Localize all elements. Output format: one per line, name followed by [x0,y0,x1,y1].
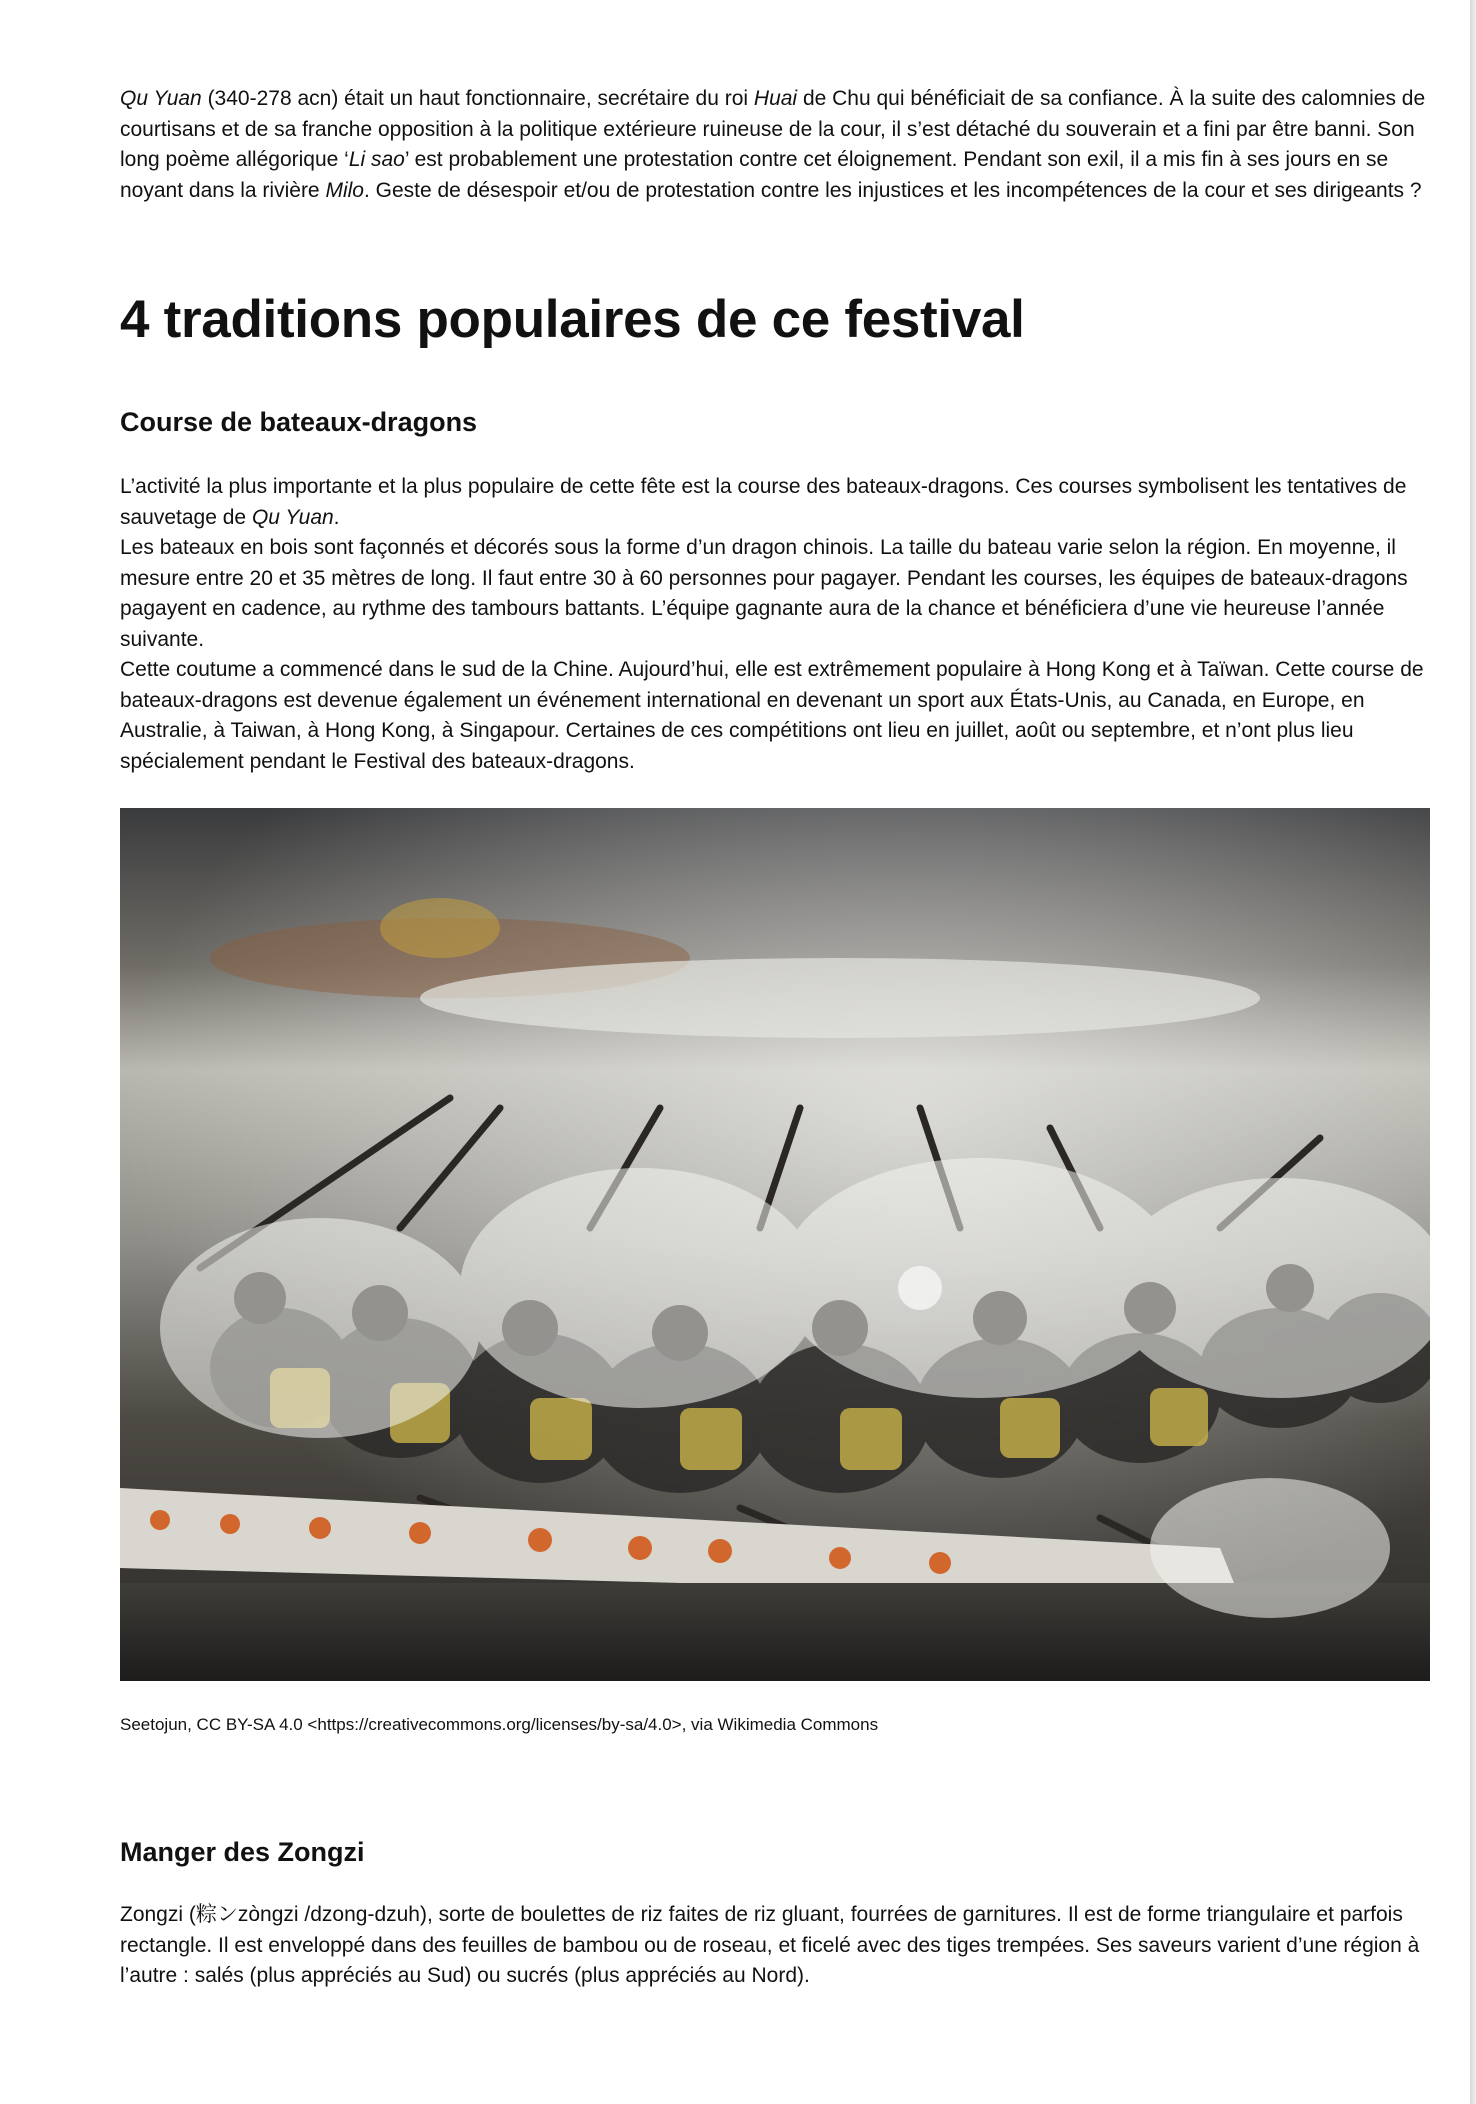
intro-text-2: de Chu qui bénéficiait de sa confiance. À la suite des calomnies de courtisans et de sa franche opposition à la politique extérieure ruineuse de la cour, il s’est détaché du souverain et a fini par être banni. Son long poème allégorique ‘ [120,87,1426,171]
intro-text-4: . Geste de désespoir et/ou de protestation contre les injustices et les incompétences de la cour et ses dirigeants ? [363,178,1422,202]
race-paragraph-3: Cette coutume a commencé dans le sud de la Chine. Aujourd’hui, elle est extrêmement populaire à Hong Kong et à Taïwan. Cette course de bateaux-dragons est devenue également un événement international en devenant un sport aux États-Unis, au Canada, en Europe, en Australie, à Taiwan, à Hong Kong, à Singapour. Certaines de ces compétitions ont lieu en juillet, août ou septembre, et n’ont plus lieu spécialement pendant le Festival des bateaux-dragons. [120,658,1424,773]
name-milo: Milo [325,178,364,202]
section-heading-race: Course de bateaux-dragons [120,407,478,437]
name-qu-yuan-2: Qu Yuan [251,505,334,529]
page-edge [1470,0,1476,2104]
race-body [120,472,1430,777]
name-huai: Huai [753,87,798,110]
name-qu-yuan: Qu Yuan [120,87,202,110]
zongzi-paragraph: Zongzi (粽ンzòngzi /dzong-dzuh), sorte de boulettes de riz faites de riz gluant, fourrées de garnitures. Il est de forme triangulaire et parfois rectangle. Il est enveloppé dans des feuilles de bambou ou de roseau, et ficelé avec des tiges trempées. Ses saveurs varient d’une région à l’autre : salés (plus appréciés au Sud) ou sucrés (plus appréciés au Nord). [120,1903,1420,1987]
intro-text-1: (340-278 acn) était un haut fonctionnaire, secrétaire du roi [201,87,754,110]
dragon-boat-photo [120,808,1430,1681]
section-heading-zongzi: Manger des Zongzi [120,1837,365,1867]
intro-text-3: ’ est probablement une protestation contre cet éloignement. Pendant son exil, il a mis fin à ses jours en se noyant dans la rivière [120,148,1389,202]
main-heading: 4 traditions populaires de ce festival [120,290,1025,349]
intro-paragraph [120,84,1430,206]
race-text-1b: . [333,505,340,529]
race-paragraph-2: Les bateaux en bois sont façonnés et décorés sous la forme d’un dragon chinois. La taille du bateau varie selon la région. En moyenne, il mesure entre 20 et 35 mètres de long. Il faut entre 30 à 60 personnes pour pagayer. Pendant les courses, les équipes de bateaux-dragons pagayent en cadence, au rythme des tambours battants. L’équipe gagnante aura de la chance et bénéficiera d’une vie heureuse l’année suivante. [120,536,1408,651]
name-li-sao: Li sao [348,148,405,171]
race-paragraph-1 [120,472,1430,533]
race-text-1a: L’activité la plus importante et la plus populaire de cette fête est la course des bateaux-dragons. Ces courses symbolisent les tentatives de sauvetage de [120,475,1407,529]
photo-caption: Seetojun, CC BY-SA 4.0 <https://creativecommons.org/licenses/by-sa/4.0>, via Wikimedia Commons [120,1715,879,1734]
